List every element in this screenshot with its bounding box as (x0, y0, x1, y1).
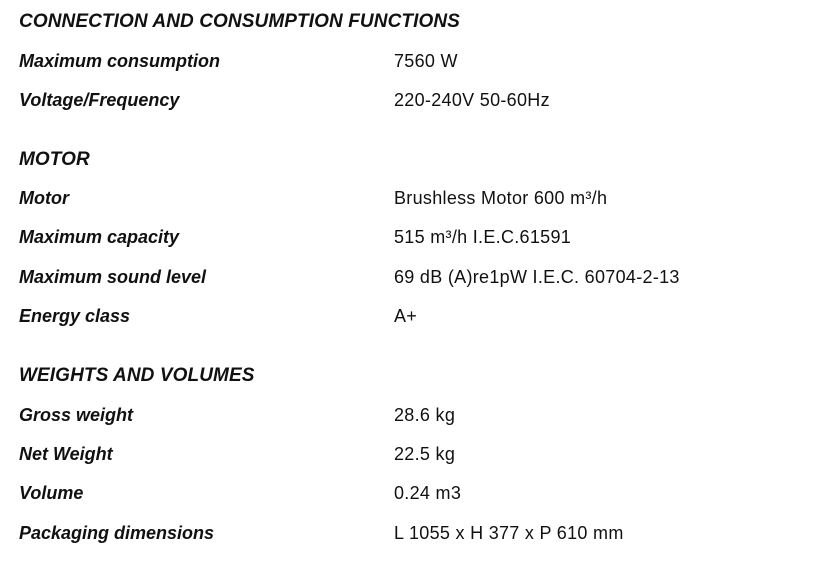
spec-row (19, 445, 819, 469)
spec-label: Maximum sound level (19, 267, 207, 287)
spec-label: Maximum consumption (19, 51, 221, 71)
section-title-motor: MOTOR (19, 149, 90, 170)
spec-row (19, 484, 819, 508)
spec-label: Motor (19, 188, 69, 208)
spec-row (19, 189, 819, 213)
spec-label: Volume (19, 483, 84, 503)
spec-row (19, 307, 819, 331)
spec-value: 220-240V 50-60Hz (394, 90, 550, 110)
spec-row (19, 52, 819, 76)
spec-value: 0.24 m3 (394, 483, 462, 503)
spec-label: Maximum capacity (19, 227, 180, 247)
spec-value: 7560 W (394, 51, 458, 71)
spec-label: Voltage/Frequency (19, 90, 180, 110)
spec-label: Packaging dimensions (19, 523, 215, 543)
spec-value: A+ (394, 306, 418, 326)
spec-value: 28.6 kg (394, 405, 456, 425)
section-title-connection: CONNECTION AND CONSUMPTION FUNCTIONS (19, 11, 460, 32)
spec-row (19, 91, 819, 115)
section-title-weights: WEIGHTS AND VOLUMES (19, 365, 255, 386)
spec-row (19, 406, 819, 430)
spec-row (19, 268, 819, 292)
spec-value: 22.5 kg (394, 444, 456, 464)
spec-value: 515 m³/h I.E.C.61591 (394, 227, 572, 247)
spec-label: Gross weight (19, 405, 134, 425)
spec-value: 69 dB (A)re1pW I.E.C. 60704-2-13 (394, 267, 680, 287)
spec-label: Energy class (19, 306, 131, 326)
spec-row (19, 524, 819, 548)
spec-value: Brushless Motor 600 m³/h (394, 188, 608, 208)
spec-label: Net Weight (19, 444, 113, 464)
spec-value: L 1055 x H 377 x P 610 mm (394, 523, 624, 543)
spec-row (19, 228, 819, 252)
